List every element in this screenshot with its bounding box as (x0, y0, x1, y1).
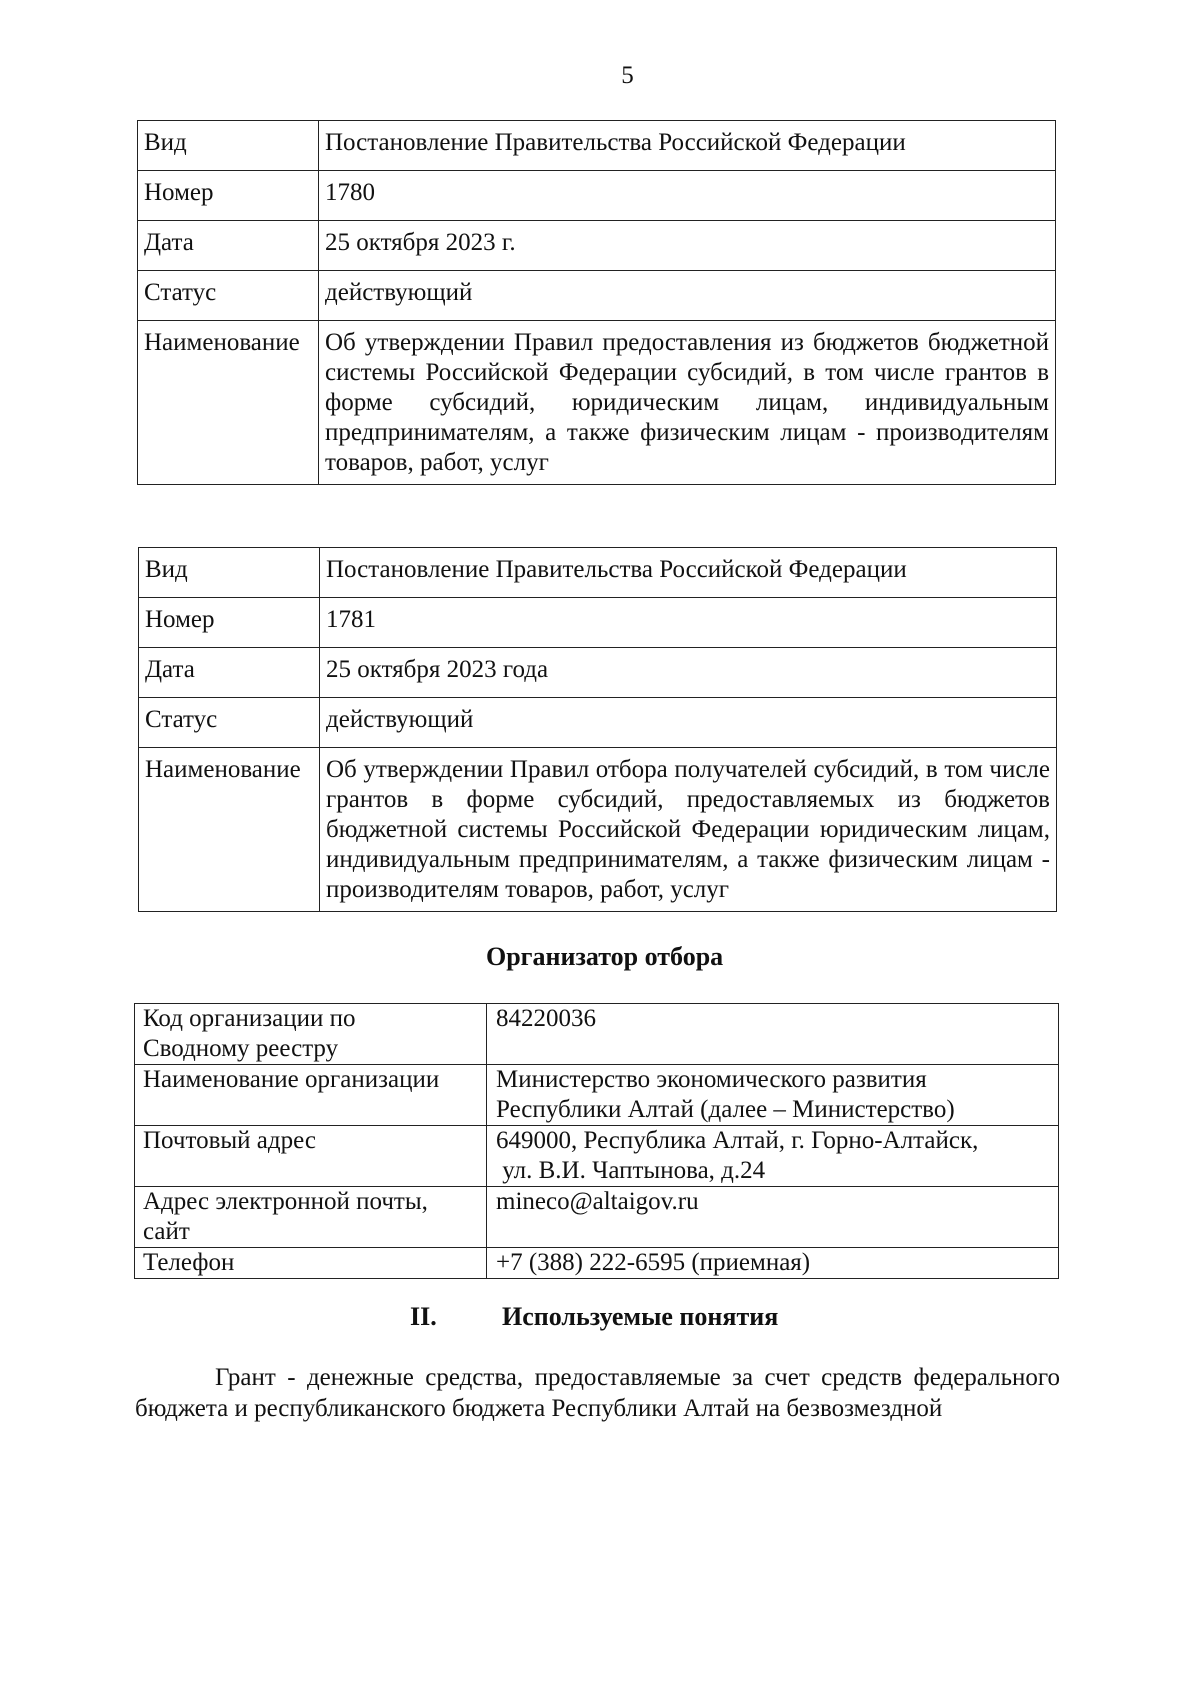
value-line: Министерство экономического развития (496, 1066, 927, 1093)
legal-act-table-1780 (137, 120, 1056, 485)
status-label: Статус (139, 698, 320, 748)
value-line: ул. В.И. Чаптынова, д.24 (496, 1157, 766, 1184)
table-row (135, 1065, 1059, 1126)
legal-act-table-1781 (138, 547, 1057, 912)
label-line: сайт (143, 1218, 190, 1245)
table-row (139, 548, 1057, 598)
table-row (138, 171, 1056, 221)
date-value: 25 октября 2023 г. (319, 221, 1056, 271)
label-line: Телефон (143, 1249, 235, 1276)
table-row (139, 648, 1057, 698)
table-row (139, 598, 1057, 648)
table-row (138, 221, 1056, 271)
table-row (139, 698, 1057, 748)
phone-value (487, 1248, 1059, 1279)
email-value (487, 1187, 1059, 1248)
title-label: Наименование (139, 748, 320, 912)
table-row (135, 1004, 1059, 1065)
table-row (135, 1248, 1059, 1279)
number-value: 1781 (320, 598, 1057, 648)
date-value: 25 октября 2023 года (320, 648, 1057, 698)
value-line: Республики Алтай (далее – Министерство) (496, 1096, 955, 1123)
type-value: Постановление Правительства Российской Федерации (319, 121, 1056, 171)
email-site-label (135, 1187, 487, 1248)
table-row (138, 271, 1056, 321)
table-row (135, 1126, 1059, 1187)
label-line: Почтовый адрес (143, 1127, 316, 1154)
number-label: Номер (139, 598, 320, 648)
title-value: Об утверждении Правил отбора получателей субсидий, в том числе грантов в форме субсидий, предоставляемых из бюджетов бюджетной системы Российской Федерации юридическим лицам, индивидуальным предпринимателям, а также физическим лицам - производителям товаров, работ, услуг (320, 748, 1057, 912)
value-line: mineco@altaigov.ru (496, 1188, 699, 1215)
label-line: Наименование организации (143, 1066, 440, 1093)
value-line: 84220036 (496, 1005, 596, 1032)
type-value: Постановление Правительства Российской Федерации (320, 548, 1057, 598)
type-label: Вид (138, 121, 319, 171)
title-label: Наименование (138, 321, 319, 485)
organizer-heading: Организатор отбора (486, 942, 724, 971)
registry-code-value (487, 1004, 1059, 1065)
postal-address-value (487, 1126, 1059, 1187)
page-number: 5 (621, 62, 634, 89)
date-label: Дата (139, 648, 320, 698)
table-row (135, 1187, 1059, 1248)
value-line: 649000, Республика Алтай, г. Горно-Алтайск, (496, 1127, 979, 1154)
label-line: Код организации по (143, 1005, 356, 1032)
org-name-label (135, 1065, 487, 1126)
status-value: действующий (320, 698, 1057, 748)
organizer-table (134, 1003, 1059, 1279)
number-label: Номер (138, 171, 319, 221)
number-value: 1780 (319, 171, 1056, 221)
status-label: Статус (138, 271, 319, 321)
table-row (138, 121, 1056, 171)
table-row (138, 321, 1056, 485)
section-heading: Используемые понятия (502, 1302, 779, 1331)
grant-definition-paragraph: Грант - денежные средства, предоставляемые за счет средств федерального бюджета и республиканского бюджета Республики Алтай на безвозмездной (135, 1364, 1060, 1422)
label-line: Сводному реестру (143, 1035, 339, 1062)
type-label: Вид (139, 548, 320, 598)
status-value: действующий (319, 271, 1056, 321)
title-value: Об утверждении Правил предоставления из бюджетов бюджетной системы Российской Федерации субсидий, в том числе грантов в форме субсидий, юридическим лицам, индивидуальным предпринимателям, а также физическим лицам - производителям товаров, работ, услуг (319, 321, 1056, 485)
label-line: Адрес электронной почты, (143, 1188, 428, 1215)
table-row (139, 748, 1057, 912)
org-name-value (487, 1065, 1059, 1126)
value-line: +7 (388) 222-6595 (приемная) (496, 1249, 811, 1276)
date-label: Дата (138, 221, 319, 271)
postal-address-label (135, 1126, 487, 1187)
section-number: II. (410, 1302, 437, 1331)
phone-label (135, 1248, 487, 1279)
registry-code-label (135, 1004, 487, 1065)
